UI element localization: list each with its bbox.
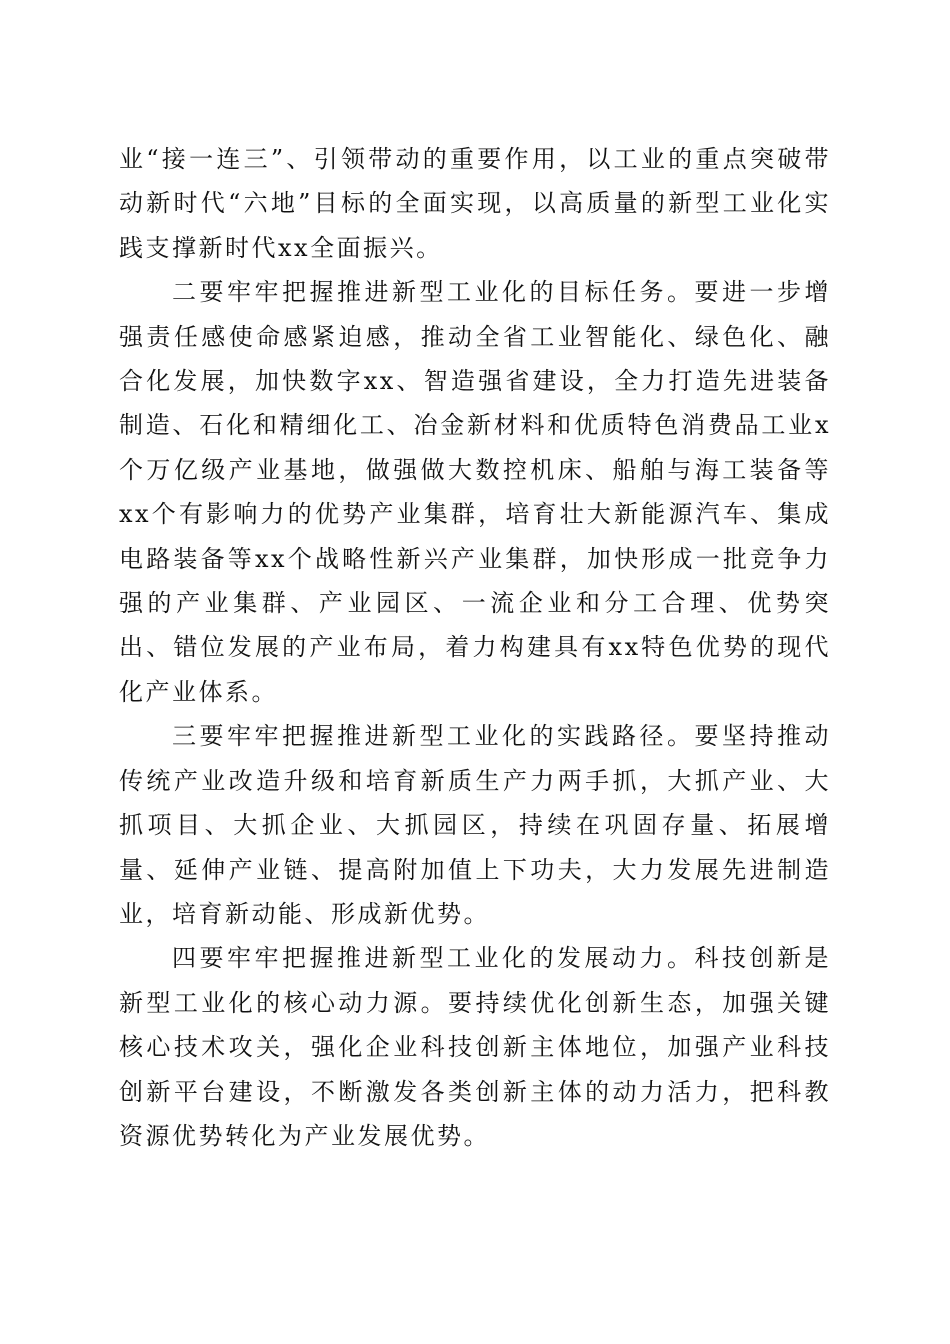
paragraph-goal-tasks: 二要牢牢把握推进新型工业化的目标任务。要进一步增强责任感使命感紧迫感，推动全省工业智能化、绿色化、融合化发展，加快数字xx、智造强省建设，全力打造先进装备制造、石化和精细化工、冶金新材料和优质特色消费品工业x个万亿级产业基地，做强做大数控机床、船舶与海工装备等xx个有影响力的优势产业集群，培育壮大新能源汽车、集成电路装备等xx个战略性新兴产业集群，加快形成一批竞争力强的产业集群、产业园区、一流企业和分工合理、优势突出、错位发展的产业布局，着力构建具有xx特色优势的现代化产业体系。 xyxy=(119,278,831,706)
paragraph-development-driver: 四要牢牢把握推进新型工业化的发展动力。科技创新是新型工业化的核心动力源。要持续优化创新生态，加强关键核心技术攻关，强化企业科技创新主体地位，加强产业科技创新平台建设，不断激发各类创新主体的动力活力，把科教资源优势转化为产业发展优势。 xyxy=(119,944,831,1150)
paragraph-continuation: 业“接一连三”、引领带动的重要作用，以工业的重点突破带动新时代“六地”目标的全面实现，以高质量的新型工业化实践支撑新时代xx全面振兴。 xyxy=(119,145,831,262)
document-body xyxy=(119,137,831,1158)
paragraph-practice-path: 三要牢牢把握推进新型工业化的实践路径。要坚持推动传统产业改造升级和培育新质生产力两手抓，大抓产业、大抓项目、大抓企业、大抓园区，持续在巩固存量、拓展增量、延伸产业链、提高附加值上下功夫，大力发展先进制造业，培育新动能、形成新优势。 xyxy=(119,722,831,928)
